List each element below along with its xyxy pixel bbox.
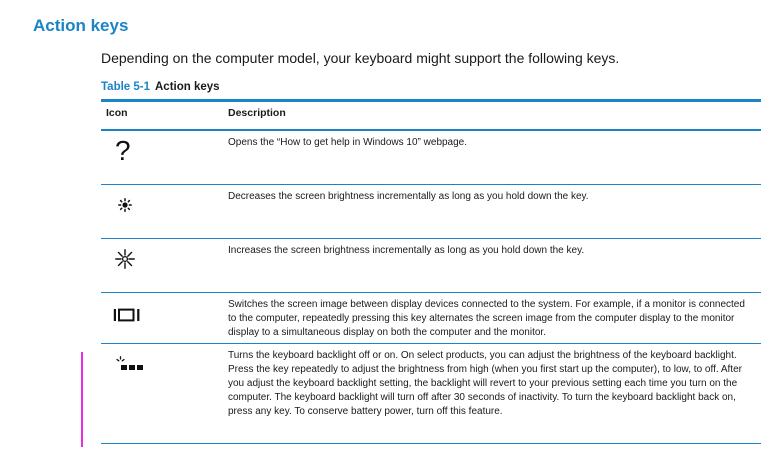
table-row: [101, 130, 761, 184]
row-description: Turns the keyboard backlight off or on. On select products, you can adjust the brightness of the keyboard backlight. Press the key repeatedly to adjust the brightness from high (when you first start up the computer), to low, to off. After you adjust the keyboard backlight setting, the backlight will revert to your previous setting each time you turn on the computer. The keyboard backlight will turn off after 30 seconds of inactivity. To turn the keyboard backlight back on, press any key. To conserve battery power, turn off this feature.: [228, 349, 742, 417]
table-row: [101, 184, 761, 238]
row-description: Decreases the screen brightness incrementally as long as you hold down the key.: [228, 190, 589, 202]
brightness-down-icon: [118, 198, 132, 217]
switch-display-icon: [113, 308, 141, 327]
action-keys-table: [101, 99, 761, 444]
section-title: Action keys: [33, 16, 129, 35]
table-caption: [101, 81, 220, 93]
header-icon: Icon: [106, 107, 128, 119]
table-row: [101, 343, 761, 443]
row-description: Switches the screen image between display devices connected to the system. For example, if a monitor is connected to the computer, repeatedly pressing this key alternates the screen image from the computer display to the monitor display to a simultaneous display on both the computer and the monitor.: [228, 298, 745, 338]
brightness-up-icon: [115, 249, 135, 274]
table-title: Action keys: [155, 81, 220, 93]
table-row: [101, 238, 761, 292]
header-description: Description: [228, 107, 286, 119]
table-header-row: [101, 101, 761, 131]
help-icon: ?: [115, 135, 131, 166]
row-description: Opens the “How to get help in Windows 10” webpage.: [228, 137, 468, 148]
table-number: Table 5-1: [101, 81, 150, 93]
intro-paragraph: Depending on the computer model, your keyboard might support the following keys.: [101, 50, 620, 66]
row-description: Increases the screen brightness incrementally as long as you hold down the key.: [228, 244, 585, 256]
keyboard-backlight-icon: [116, 356, 148, 377]
change-bar: [81, 352, 83, 447]
table-row: [101, 292, 761, 343]
